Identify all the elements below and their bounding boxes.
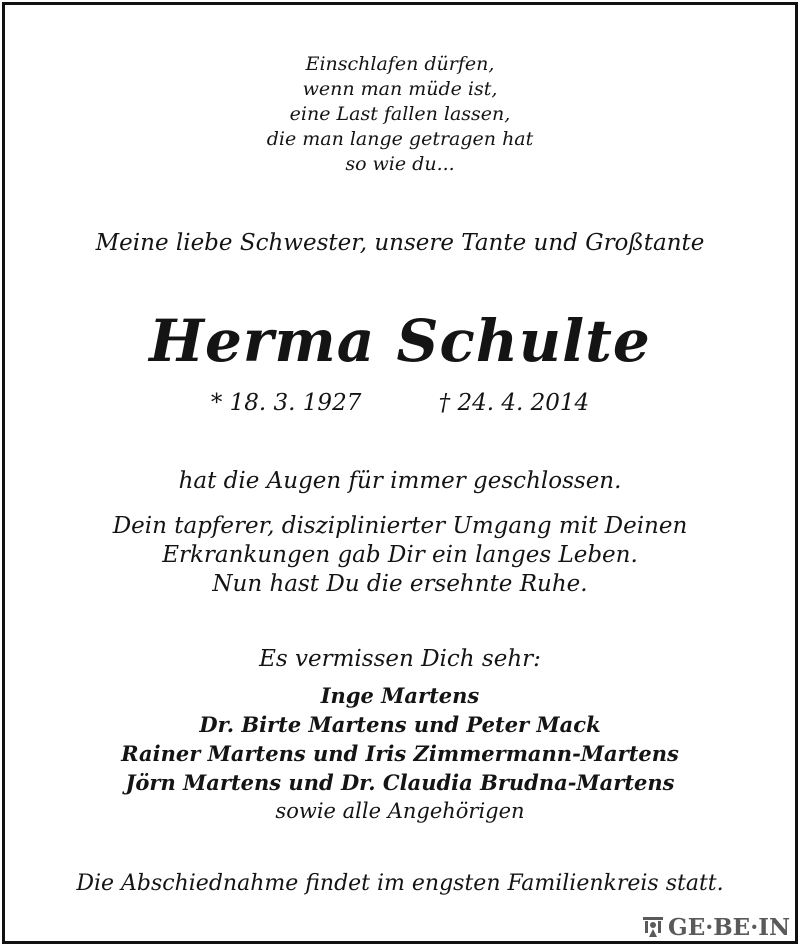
- mourners-list: [5, 681, 795, 826]
- birth-date: * 18. 3. 1927: [210, 390, 362, 416]
- mourner-name: Inge Martens: [320, 683, 480, 708]
- mourners-intro: Es vermissen Dich sehr:: [259, 646, 541, 672]
- poem-line: wenn man müde ist,: [302, 78, 498, 100]
- poem-line: eine Last fallen lassen,: [289, 103, 511, 125]
- poem: [5, 52, 795, 177]
- death-date: † 24. 4. 2014: [438, 390, 590, 416]
- logo-text: GE·BE·IN: [668, 913, 790, 941]
- poem-line: Einschlafen dürfen,: [305, 53, 495, 75]
- poem-line: die man lange getragen hat: [266, 128, 534, 150]
- tribute: [5, 512, 795, 599]
- mourner-name: Rainer Martens und Iris Zimmermann-Martens: [121, 741, 679, 766]
- tribute-line: Erkrankungen gab Dir ein langes Leben.: [162, 542, 638, 568]
- tribute-line: Nun hast Du die ersehnte Ruhe.: [212, 571, 588, 597]
- deceased-name: Herma Schulte: [149, 307, 651, 375]
- tribute-line: Dein tapferer, disziplinierter Umgang mit Deinen: [112, 513, 688, 539]
- mourner-name: Dr. Birte Martens und Peter Mack: [199, 712, 601, 737]
- life-dates: [5, 390, 795, 416]
- gebein-logo: [638, 914, 790, 940]
- obituary-frame: [2, 2, 798, 944]
- closed-eyes-text: hat die Augen für immer geschlossen.: [178, 468, 622, 494]
- relationship-intro: Meine liebe Schwester, unsere Tante und Großtante: [95, 230, 705, 256]
- poem-line: so wie du...: [345, 153, 455, 175]
- farewell-notice: Die Abschiednahme findet im engsten Familienkreis statt.: [76, 871, 724, 896]
- gebein-figure-icon: [642, 915, 664, 939]
- mourners-closing: sowie alle Angehörigen: [275, 799, 525, 823]
- mourner-name: Jörn Martens und Dr. Claudia Brudna-Martens: [125, 770, 675, 795]
